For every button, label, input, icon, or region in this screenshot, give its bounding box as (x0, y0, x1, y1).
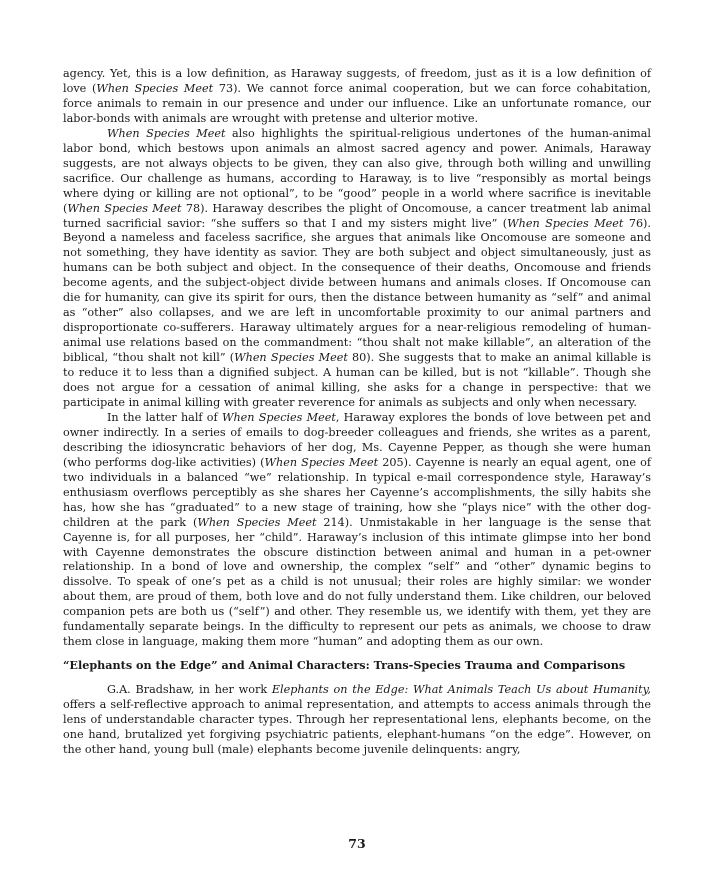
text-run: 80). She suggests that to make an animal killable is to reduce it to less than a dignified subject. A human can be killed, but is not “killable”. Though she does not argue for a cessation of animal killing, she asks for a change in perspective: that we participate in animal killing with greater reverence for animals as subjects and only when necessary. (63, 351, 651, 409)
text-run: 214). Unmistakable in her language is the sense that Cayenne is, for all purposes, her “child”. Haraway’s inclusion of this intimate glimpse into her bond with Cayenne demonstrates the obscure distinction between animal and human in a pet-owner relationship. In a bond of love and ownership, the complex “self” and “other” dynamic begins to dissolve. To speak of one’s pet as a child is not unusual; their roles are highly similar: we wonder about them, are proud of them, both love and do not fully understand them. Like children, our beloved companion pets are both us (“self”) and other. They resemble us, we identify with them, yet they are fundamentally separate beings. In the difficulty to represent our pets as animals, we choose to draw them close in language, making them more “human” and adopting them as our own. (63, 515, 651, 649)
text-run: 205). Cayenne is nearly an equal agent, one of two individuals in a balanced “we” relationship. In typical e-mail correspondence style, Haraway’s enthusiasm overflows perceptibly as she shares her Cayenne’s accomplishments, the silly habits she has, how she has “graduated” to a new stage of training, how she “plays nice” with the other dog-children at the park ( (63, 455, 651, 529)
citation-title: When Species Meet (264, 455, 379, 469)
paragraph-3 (63, 411, 651, 650)
citation-title: When Species Meet (67, 201, 182, 215)
paragraph-4 (63, 683, 651, 758)
section-heading: “Elephants on the Edge” and Animal Characters: Trans-Species Trauma and Comparisons (63, 658, 626, 673)
text-run: , Haraway explores the bonds of love between pet and owner indirectly. In a series of emails to dog-breeder colleagues and friends, she writes as a parent, describing the idiosyncratic behaviors of her dog, Ms. Cayenne Pepper, as though she were human (who performs dog-like activities) ( (63, 410, 651, 469)
citation-title: When Species Meet (96, 81, 214, 95)
page-number: 73 (348, 836, 366, 851)
text-run: In the latter half of (107, 410, 222, 424)
text-run: G.A. Bradshaw, in her work (107, 683, 272, 697)
citation-title: When Species Meet (221, 410, 336, 424)
citation-title: When Species Meet (507, 216, 624, 230)
citation-title: When Species Meet (234, 351, 348, 365)
citation-title: Elephants on the Edge: What Animals Teach Us about Humanity, (271, 683, 651, 697)
paragraph-1 (63, 67, 651, 127)
document-body (63, 67, 651, 758)
citation-title: When Species Meet (197, 515, 317, 529)
text-run: offers a self-reflective approach to animal representation, and attempts to access animals through the lens of understandable character types. Through her representational lens, elephants become, on the one hand, brutalized yet forgiving psychiatric patients, elephant-humans “on the edge”. However, on the other hand, young bull (male) elephants become juvenile delinquents: angry, (63, 698, 651, 756)
paragraph-2 (63, 127, 651, 411)
citation-title: When Species Meet (107, 126, 226, 140)
text-run: also highlights the spiritual-religious undertones of the human-animal labor bond, which bestows upon animals an almost sacred agency and power. Animals, Haraway suggests, are not always objects to be given, they can also give, through both willing and unwilling sacrifice. Our challenge as humans, according to Haraway, is to live “responsibly as mortal beings where dying or killing are not optional”, to be “good” people in a world where sacrifice is inevitable ( (63, 126, 651, 215)
text-run: 78). Haraway describes the plight of Oncomouse, a cancer treatment lab animal turned sacrificial savior: “she suffers so that I and my sisters might live” ( (63, 201, 651, 230)
text-run: 73). We cannot force animal cooperation, but we can force cohabitation, force animals to remain in our presence and under our influence. Like an unfortunate romance, our labor-bonds with animals are wrought with pretense and ulterior motive. (63, 81, 651, 125)
text-run: agency. Yet, this is a low definition, as Haraway suggests, of freedom, just as it is a low definition of love ( (63, 67, 651, 95)
text-run: 76). Beyond a nameless and faceless sacrifice, she argues that animals like Oncomouse are someone and not something, they have identity as savior. They are both subject and object simultaneously, just as humans can be both subject and object. In the consequence of their deaths, Oncomouse and friends become agents, and the subject-object divide between humans and animals closes. If Oncomouse can die for humanity, can give its spirit for ours, then the distance between humanity as “self” and animal as “other” also collapses, and we are left in uncomfortable proximity to our animal partners and disproportionate co-sufferers. Haraway ultimately argues for a near-religious remodeling of human-animal use relations based on the commandment: “thou shalt not make killable”, an alteration of the biblical, “thou shalt not kill” ( (63, 216, 651, 365)
